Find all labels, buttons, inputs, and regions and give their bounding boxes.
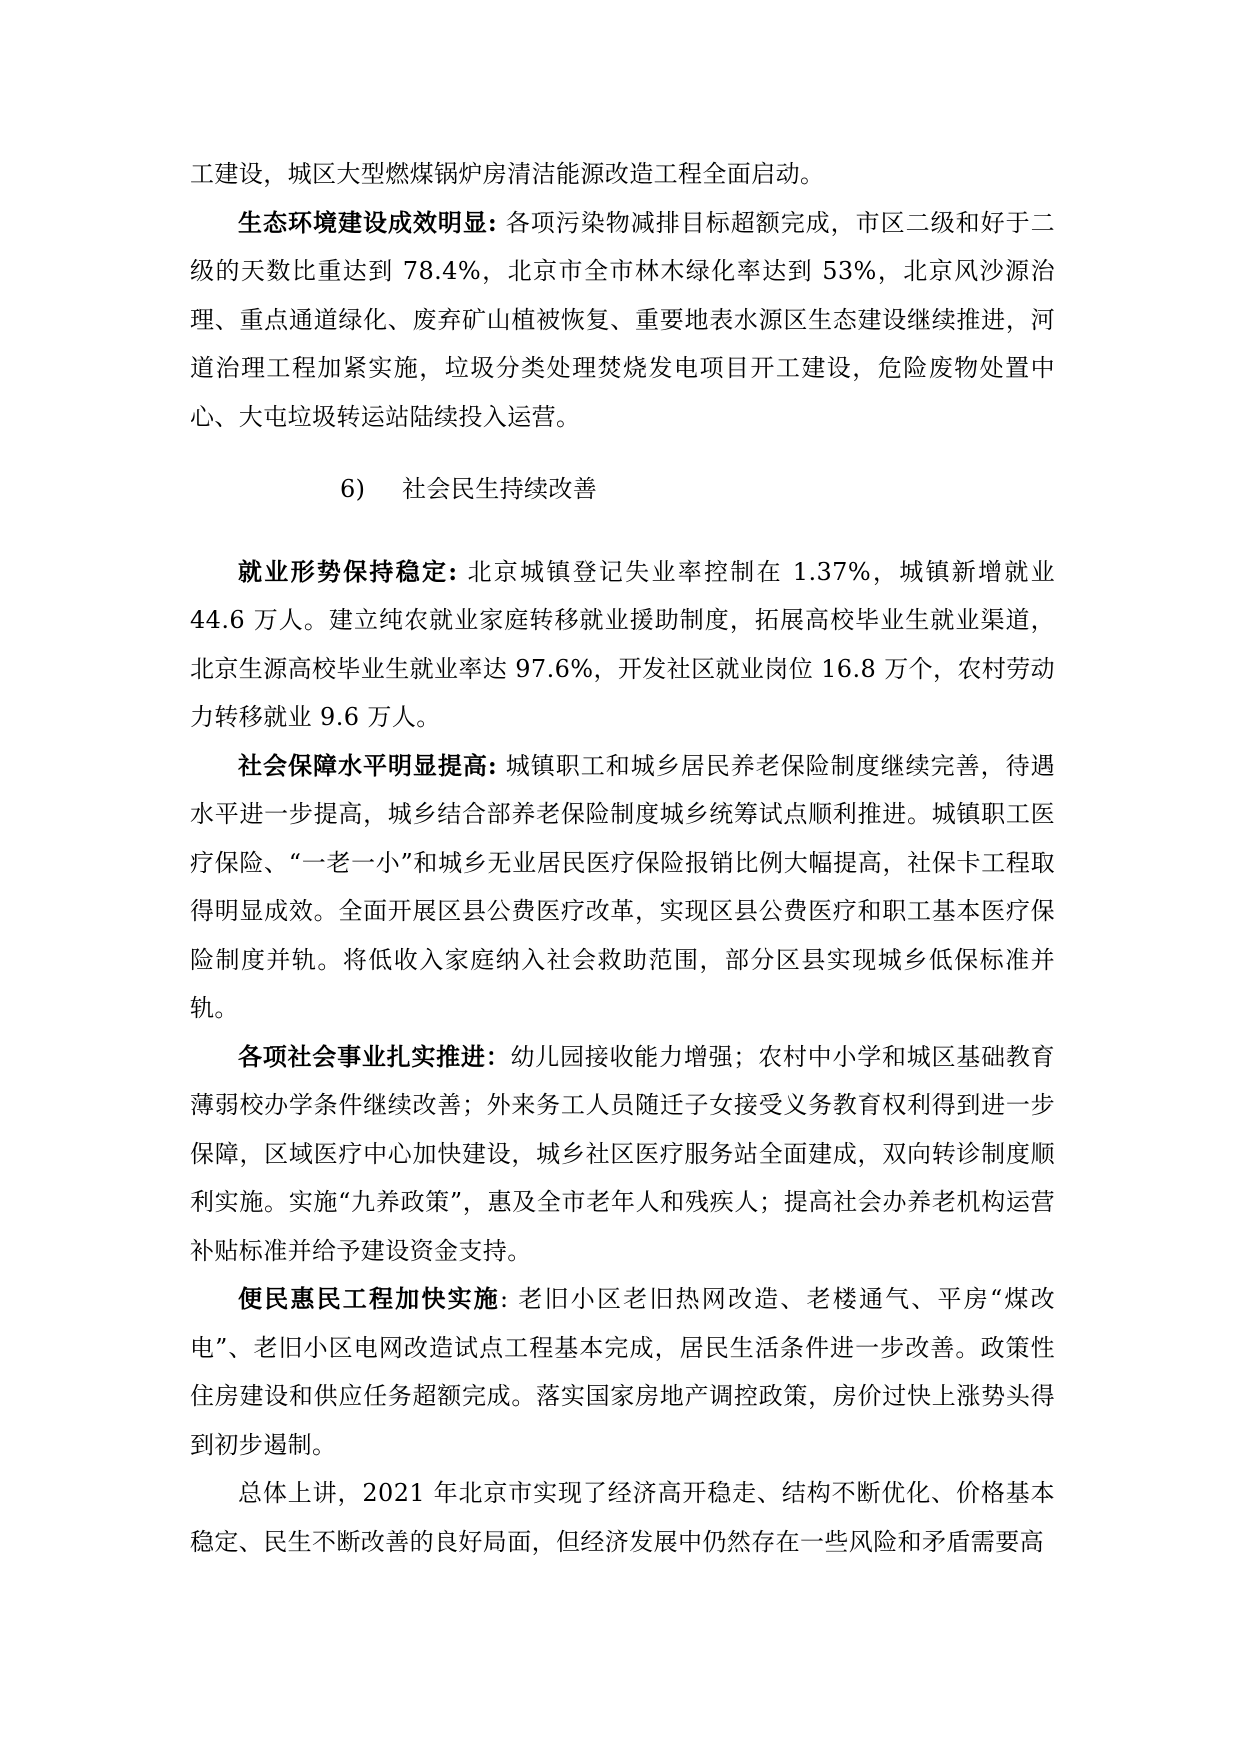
lead-colon: : <box>487 750 498 780</box>
paragraph-lead: 社会保障水平明显提高 <box>238 750 488 780</box>
lead-colon: ： <box>485 1041 511 1071</box>
paragraph-text: 总体上讲，2021 年北京市实现了经济高开稳走、结构不断优化、价格基本稳定、民生不断改善的良好局面，但经济发展中仍然存在一些风险和矛盾需要高 <box>190 1479 1055 1556</box>
paragraph-lead: 就业形势保持稳定 <box>238 556 449 586</box>
section-heading <box>190 465 1055 514</box>
paragraph-social-security <box>190 742 1055 1033</box>
lead-colon: : <box>448 556 458 586</box>
paragraph-text: 老旧小区老旧热网改造、老楼通气、平房“煤改电”、老旧小区电网改造试点工程基本完成，居民生活条件进一步改善。政策性住房建设和供应任务超额完成。落实国家房地产调控政策，房价过快上涨势头得到初步遏制。 <box>190 1285 1056 1459</box>
lead-colon: : <box>500 1285 509 1313</box>
paragraph-text: 城镇职工和城乡居民养老保险制度继续完善，待遇水平进一步提高，城乡结合部养老保险制度城乡统筹试点顺利推进。城镇职工医疗保险、“一老一小”和城乡无业居民医疗保险报销比例大幅提高，社保卡工程取得明显成效。全面开展区县公费医疗改革，实现区县公费医疗和职工基本医疗保险制度并轨。将低收入家庭纳入社会救助范围，部分区县实现城乡低保标准并轨。 <box>190 751 1055 1022</box>
document-body <box>190 150 1055 1566</box>
paragraph-text: 幼儿园接收能力增强；农村中小学和城区基础教育薄弱校办学条件继续改善；外来务工人员随迁子女接受义务教育权利得到进一步保障，区域医疗中心加快建设，城乡社区医疗服务站全面建成，双向转诊制度顺利实施。实施“九养政策”，惠及全市老年人和残疾人；提高社会办养老机构运营补贴标准并给予建设资金支持。 <box>190 1042 1055 1265</box>
paragraph-lead: 各项社会事业扎实推进 <box>238 1041 486 1071</box>
paragraph-social-affairs <box>190 1033 1055 1276</box>
section-title: 社会民生持续改善 <box>402 475 598 503</box>
paragraph-employment <box>190 548 1055 742</box>
paragraph-text: 工建设，城区大型燃煤锅炉房清洁能源改造工程全面启动。 <box>190 160 825 188</box>
paragraph-ecology <box>190 199 1055 442</box>
paragraph-public-works <box>190 1275 1055 1469</box>
section-number: 6) <box>340 475 366 503</box>
paragraph-lead: 生态环境建设成效明显 <box>238 207 488 237</box>
paragraph-summary <box>190 1469 1055 1566</box>
lead-colon: : <box>487 207 498 237</box>
paragraph-text: 北京城镇登记失业率控制在 1.37%，城镇新增就业 44.6 万人。建立纯农就业家庭转移就业援助制度，拓展高校毕业生就业渠道，北京生源高校毕业生就业率达 97.6%，开发社区就业岗位 16.8 万个，农村劳动力转移就业 9.6 万人。 <box>190 557 1056 731</box>
paragraph-continuation <box>190 150 1055 199</box>
paragraph-text: 各项污染物减排目标超额完成，市区二级和好于二级的天数比重达到 78.4%，北京市全市林木绿化率达到 53%，北京风沙源治理、重点通道绿化、废弃矿山植被恢复、重要地表水源区生态建设继续推进，河道治理工程加紧实施，垃圾分类处理焚烧发电项目开工建设，危险废物处置中心、大屯垃圾转运站陆续投入运营。 <box>190 208 1055 431</box>
paragraph-lead: 便民惠民工程加快实施 <box>238 1284 500 1313</box>
